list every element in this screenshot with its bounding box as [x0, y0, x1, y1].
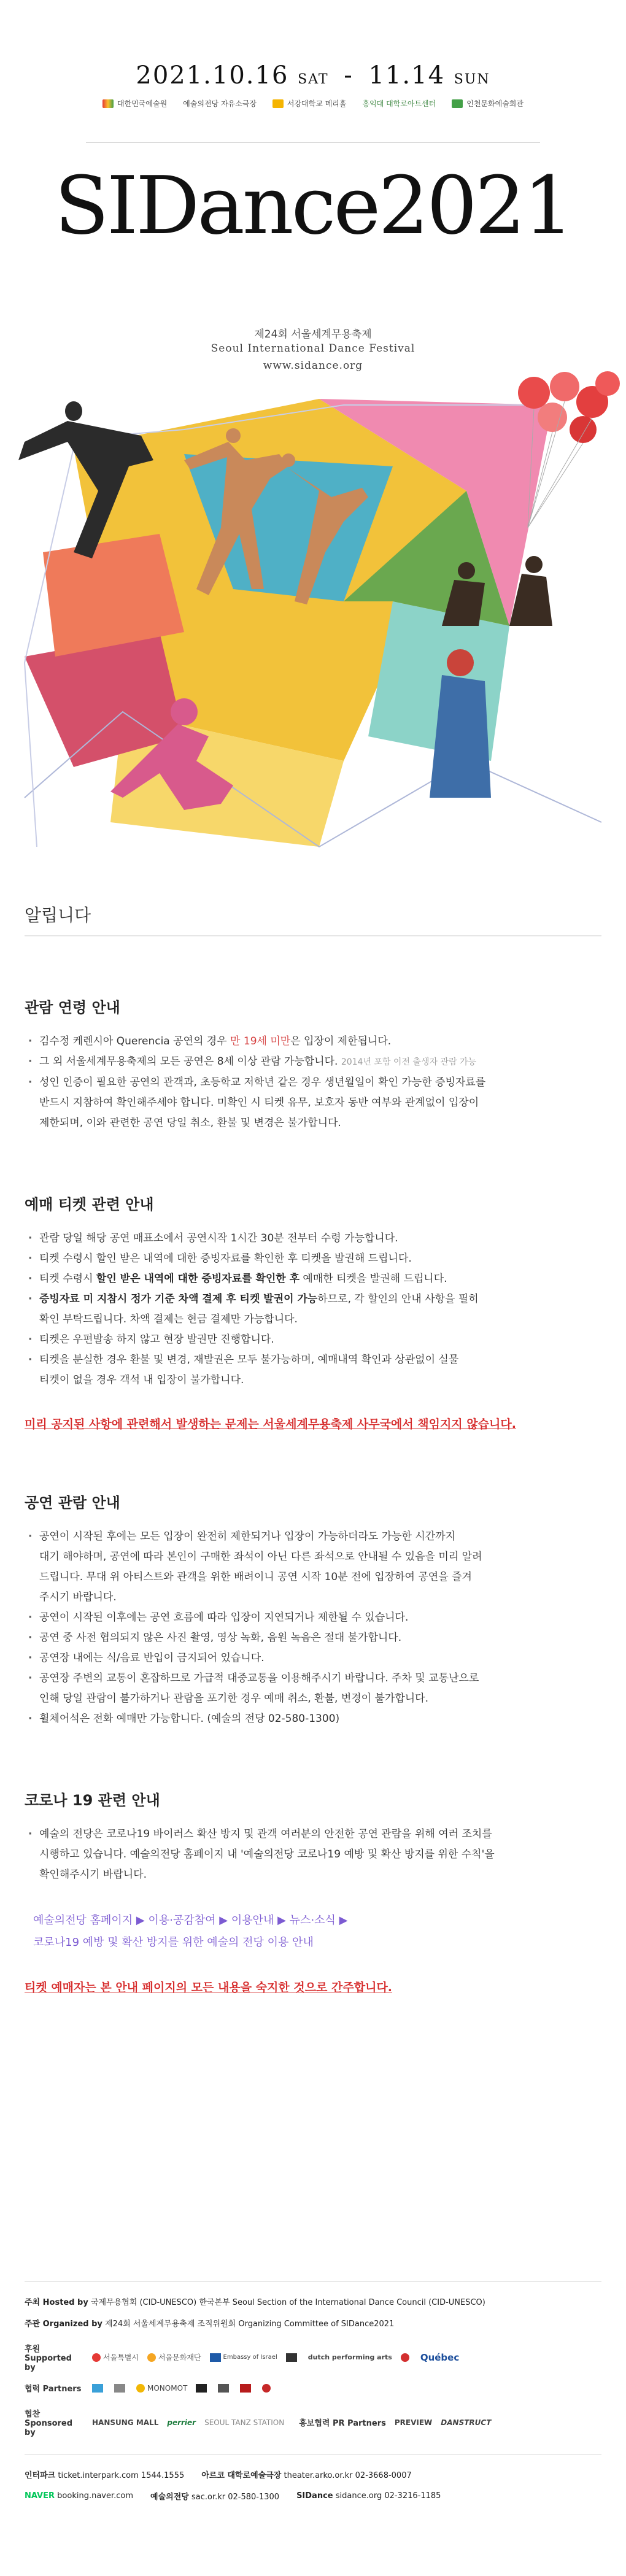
seoul-city-icon [92, 2353, 101, 2362]
venue-logo: 예술의전당 자유소극장 [183, 99, 257, 108]
covid-links [25, 1910, 601, 1954]
festival-dates [0, 61, 626, 90]
partner-logo [240, 2384, 253, 2393]
start-date: 2021.10.16 [136, 61, 289, 90]
partner-icon [218, 2384, 229, 2393]
notice-content [0, 902, 626, 1995]
ticket-section [25, 1192, 601, 1432]
festival-logo: SIDance2021 [54, 159, 572, 252]
sfac-icon [147, 2353, 156, 2362]
dance-collage-illustration [0, 368, 626, 871]
emblem-icon [286, 2353, 297, 2362]
venue-mark-icon [272, 99, 284, 108]
list-item: · 공연장 주변의 교통이 혼잡하므로 가급적 대중교통을 이용해주시기 바랍니다. 주차 및 교통난으로 인해 당일 관람이 불가하거나 관람을 포기한 경우 예매 취소, 환불, 변경이 불가합니다. [25, 1668, 601, 1709]
venue-logos [0, 98, 626, 109]
list-item: · 티켓 수령시 할인 받은 내역에 대한 증빙자료를 확인한 후 예매한 티켓을 발권해 드립니다. [25, 1269, 601, 1289]
partner-icon [92, 2384, 103, 2393]
list-item: · 성인 인증이 필요한 공연의 관객과, 초등학교 저학년 같은 경우 생년월일이 확인 가능한 증빙자료를 반드시 지참하여 확인해주세야 합니다. 미확인 시 티켓 유무, 보호자 동반 여부와 관계없이 입장이 제한되며, 이와 관련한 공연 당일 취소, 환불 및 변경은 불가합니다. [25, 1073, 601, 1133]
arko-ticket[interactable]: 아르코 대학로예술극장 theater.arko.or.kr 02-3668-0007 [201, 2471, 412, 2480]
partner-logo [92, 2384, 106, 2393]
age-list [25, 1032, 601, 1133]
age-section [25, 995, 601, 1133]
list-item: · 증빙자료 미 지참시 정가 기준 차액 결제 후 티켓 발권이 가능하므로, 각 할인의 안내 사항을 필히 확인 부탁드립니다. 차액 결제는 현금 결제만 가능합니다. [25, 1289, 601, 1330]
festival-name-en: Seoul International Dance Festival [211, 342, 415, 355]
covid-list [25, 1824, 601, 1885]
viewing-section [25, 1490, 601, 1729]
partner-logo [196, 2384, 209, 2393]
ticket-section-title: 예매 티켓 관련 안내 [25, 1196, 154, 1213]
ticket-vendors-row-1 [25, 2469, 601, 2480]
tanz-station-logo: SEOUL TANZ STATION [204, 2418, 285, 2427]
sidance-ticket[interactable]: SIDance sidance.org 02-3216-1185 [296, 2491, 441, 2501]
partners-row: 협력 Partners MONOMOT [25, 2382, 601, 2394]
divider [86, 142, 540, 143]
list-item: · 예술의 전당은 코로나19 바이러스 확산 방지 및 관객 여러분의 안전한 공연 관람을 위해 여러 조치를 시행하고 있습니다. 예술의전당 홈페이지 내 '예술의전당 코로나19 예방 및 확산 방지를 위한 수칙'을 확인해주시기 바랍니다. [25, 1824, 601, 1885]
partner-logo [114, 2384, 128, 2393]
covid-section-title: 코로나 19 관련 안내 [25, 1792, 160, 1809]
viewing-section-title: 공연 관람 안내 [25, 1494, 120, 1511]
ticket-vendors-row-2 [25, 2490, 601, 2502]
start-day: SAT [298, 72, 329, 87]
perrier-logo: perrier [167, 2418, 196, 2427]
list-item: · 공연 중 사전 협의되지 않은 사진 촬영, 영상 녹화, 음원 녹음은 절대 불가합니다. [25, 1628, 601, 1648]
venue-logo: 인천문화예술회관 [452, 98, 524, 109]
notice-title: 알립니다 [25, 902, 601, 936]
emblem-icon [401, 2353, 409, 2362]
sac-homepage-link[interactable]: 예술의전당 홈페이지 ▶ 이용·공감참여 ▶ 이용안내 ▶ 뉴스·소식 ▶ [33, 1914, 348, 1927]
partner-logo [218, 2384, 231, 2393]
divider [25, 2281, 601, 2282]
age-section-title: 관람 연령 안내 [25, 999, 120, 1016]
covid-warning: 티켓 예매자는 본 안내 페이지의 모든 내용을 숙지한 것으로 간주합니다. [25, 1981, 393, 1994]
sponsored-by-row: 협찬 Sponsored by HANSUNG MALL perrier SEOUL TANZ STATION 홍보협력 PR Partners PREVIEW DANSTRUCT [25, 2410, 492, 2437]
list-item: · 그 외 서울세계무용축제의 모든 공연은 8세 이상 관람 가능합니다. 2014년 포함 이전 출생자 관람 가능 [25, 1052, 601, 1073]
hosted-by: 주최 Hosted by 국제무용협회 (CID-UNESCO) 한국본부 Seoul Section of the International Dance Council (CID-UNESCO) [25, 2298, 485, 2307]
list-item: · 티켓을 분실한 경우 환불 및 변경, 재발권은 모두 불가능하며, 예매내역 확인과 상관없이 실물 티켓이 없을 경우 객석 내 입장이 불가합니다. [25, 1350, 601, 1390]
venue-logo: 홍익대 대학로아트센터 [362, 99, 436, 108]
partner-icon [114, 2384, 125, 2393]
festival-name-ko: 제24회 서울세계무용축제 [254, 328, 372, 341]
partner-icon [136, 2384, 145, 2393]
quebec-logo: Québec [420, 2351, 460, 2363]
seoul-city-logo: 서울특별시 [92, 2352, 139, 2362]
festival-url[interactable]: www.sidance.org [263, 360, 363, 372]
partner-icon [196, 2384, 207, 2393]
list-item: · 공연장 내에는 식/음료 반입이 금지되어 있습니다. [25, 1648, 601, 1668]
danstruct-logo: DANSTRUCT [441, 2418, 492, 2427]
partner-logo: MONOMOT [136, 2384, 187, 2393]
list-item: · 공연이 시작된 후에는 모든 입장이 완전히 제한되거나 입장이 가능하더라도 가능한 시간까지 대기 해야하며, 공연에 따라 본인이 구매한 좌석이 아닌 다른 좌석으로 안내될 수 있음을 미리 알려 드립니다. 무대 위 아티스트와 관객을 위한 배려이니 공연 시작 10분 전에 입장하여 공연을 즐겨 주시기 바랍니다. [25, 1527, 601, 1608]
venue-logo: 대한민국예술원 [102, 98, 167, 109]
naver-ticket[interactable]: NAVER booking.naver.com [25, 2491, 134, 2501]
ticket-list [25, 1228, 601, 1390]
preview-logo: PREVIEW [394, 2418, 433, 2427]
venue-mark-icon [452, 99, 463, 108]
end-date: 11.14 [368, 61, 446, 90]
interpark-ticket[interactable]: 인터파크 ticket.interpark.com 1544.1555 [25, 2471, 185, 2480]
partner-logo [262, 2384, 273, 2393]
supported-by-row: 후원 Supported by 서울특별시 서울문화재단 Embassy of Israel dutch performing arts Québec [25, 2345, 460, 2372]
list-item: · 관람 당일 해당 공연 매표소에서 공연시작 1시간 30분 전부터 수령 가능합니다. [25, 1228, 601, 1249]
covid-section [25, 1788, 601, 1995]
date-dash: - [344, 61, 354, 90]
list-item: · 휠체어석은 전화 예매만 가능합니다. (예술의 전당 02-580-1300) [25, 1709, 601, 1729]
list-item: · 공연이 시작된 이후에는 공연 흐름에 따라 입장이 지연되거나 제한될 수 있습니다. [25, 1608, 601, 1628]
list-item: · 티켓 수령시 할인 받은 내역에 대한 증빙자료를 확인한 후 티켓을 발권해 드립니다. [25, 1249, 601, 1269]
sponsor-logo [401, 2353, 412, 2362]
emblem-icon [210, 2353, 221, 2362]
footer [0, 2281, 626, 2502]
organized-by: 주관 Organized by 제24회 서울세계무용축제 조직위원회 Organizing Committee of SIDance2021 [25, 2320, 395, 2329]
hansung-mall-logo: HANSUNG MALL [92, 2418, 159, 2427]
end-day: SUN [454, 72, 490, 87]
list-item: · 김수정 케렌시아 Querencia 공연의 경우 만 19세 미만은 입장이 제한됩니다. [25, 1032, 601, 1052]
seoul-foundation-logo: 서울문화재단 [147, 2352, 201, 2362]
sac-ticket[interactable]: 예술의전당 sac.or.kr 02-580-1300 [150, 2493, 280, 2502]
sponsor-logo [286, 2353, 299, 2362]
covid-guide-link[interactable]: 코로나19 예방 및 확산 방지를 위한 예술의 전당 이용 안내 [33, 1936, 314, 1949]
partner-icon [240, 2384, 251, 2393]
dutch-arts-logo: dutch performing arts [307, 2353, 392, 2361]
viewing-list [25, 1527, 601, 1729]
venue-mark-icon [102, 99, 114, 108]
partner-icon [262, 2384, 271, 2393]
poster-header [0, 0, 626, 871]
israel-embassy-logo: Embassy of Israel [210, 2353, 277, 2362]
venue-logo: 서강대학교 메리홀 [272, 98, 347, 109]
list-item: · 티켓은 우편발송 하지 않고 현장 발권만 진행합니다. [25, 1330, 601, 1350]
ticket-warning: 미리 공지된 사항에 관련해서 발생하는 문제는 서울세계무용축제 사무국에서 책임지지 않습니다. [25, 1417, 516, 1431]
